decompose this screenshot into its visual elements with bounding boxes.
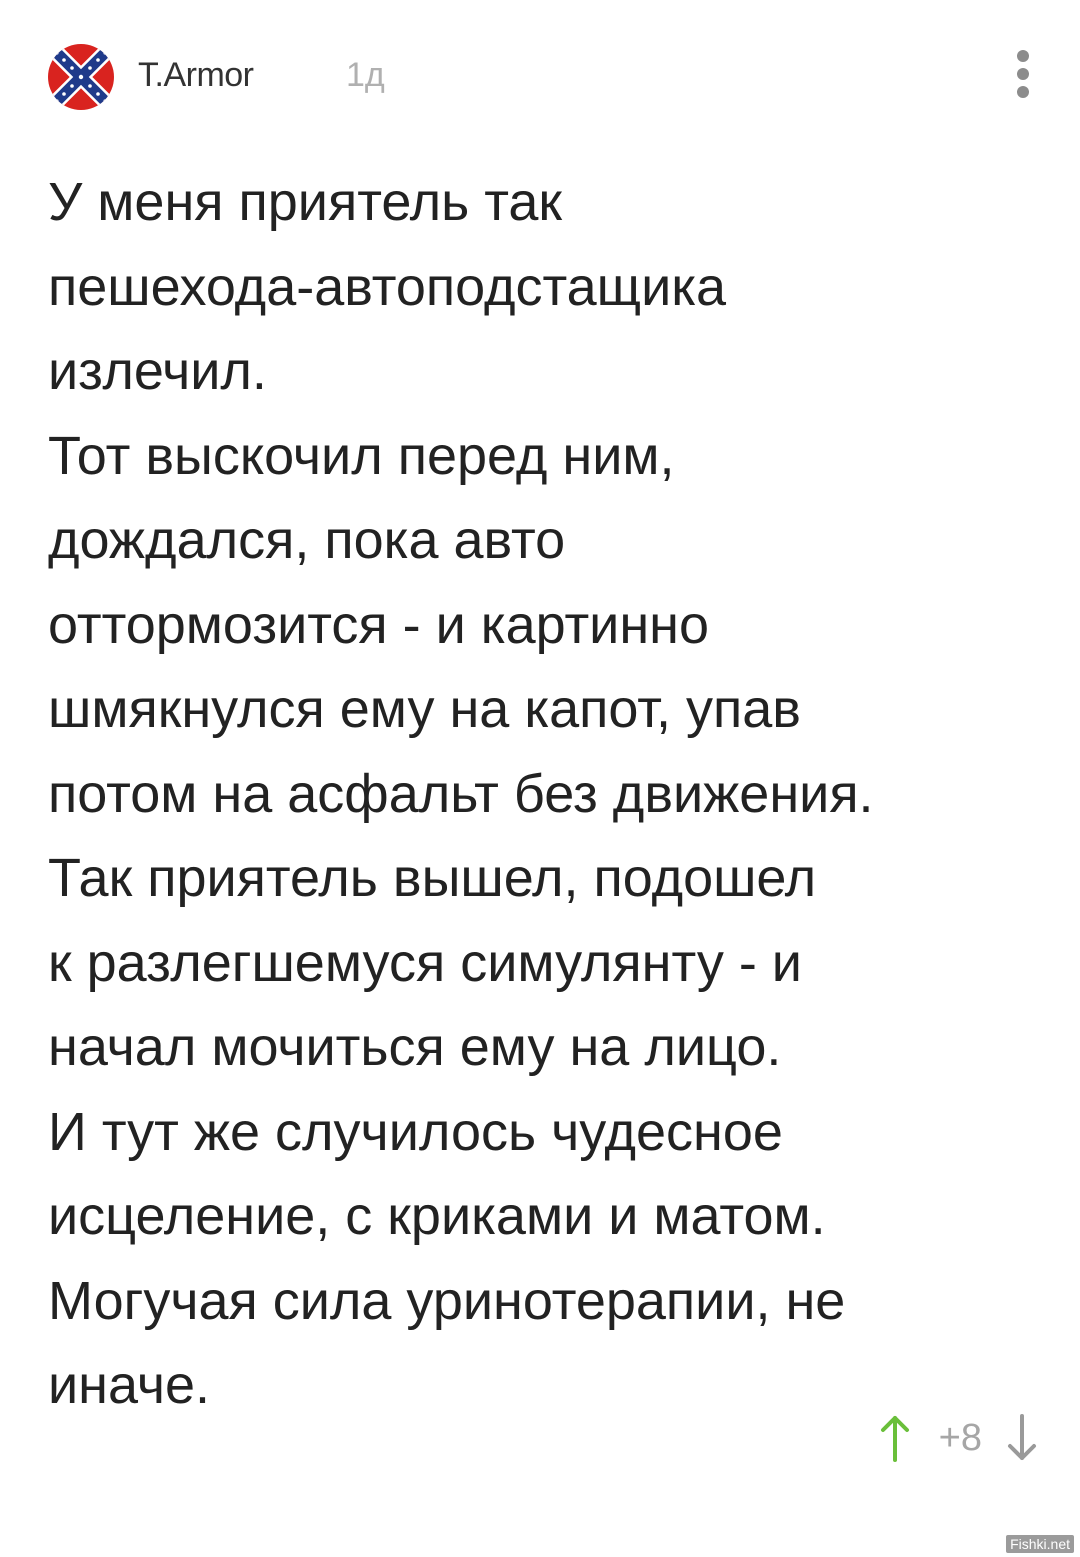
avatar[interactable] <box>48 44 114 110</box>
more-dot-icon <box>1017 68 1029 80</box>
comment-line: пешехода-автоподстащика <box>48 256 727 317</box>
author-name[interactable]: T.Armor <box>138 56 254 94</box>
arrow-up-icon <box>877 1412 913 1464</box>
confederate-flag-icon <box>48 44 114 110</box>
comment-line: дождался, пока авто <box>48 510 566 570</box>
comment-text <box>48 160 1038 1428</box>
comment-line: начал мочиться ему на лицо. <box>48 1017 782 1077</box>
vote-bar <box>877 1410 1040 1466</box>
comment-line: излечил. <box>48 341 267 401</box>
comment-timestamp: 1д <box>346 56 385 94</box>
comment-line: шмякнулся ему на капот, упав <box>48 679 801 739</box>
comment-line: потом на асфальт без движения. <box>48 763 874 824</box>
upvote-button[interactable] <box>877 1412 913 1464</box>
comment-line: оттормозится - и картинно <box>48 594 710 655</box>
comment-line: Могучая сила уринотерапии, не <box>48 1270 846 1331</box>
comment-line: И тут же случилось чудесное <box>48 1101 783 1162</box>
comment-line: к разлегшемуся симулянту - и <box>48 932 802 993</box>
comment-line: иначе. <box>48 1355 210 1415</box>
more-dot-icon <box>1017 86 1029 98</box>
comment-line: исцеление, с криками и матом. <box>48 1186 826 1246</box>
watermark: Fishki.net <box>1006 1535 1074 1553</box>
arrow-down-icon <box>1004 1412 1040 1464</box>
comment-header <box>48 42 1038 114</box>
comment-line: Так приятель вышел, подошел <box>48 848 817 908</box>
comment-line: У меня приятель так <box>48 172 563 232</box>
comment-line: Тот выскочил перед ним, <box>48 425 675 486</box>
downvote-button[interactable] <box>1004 1412 1040 1464</box>
more-dot-icon <box>1017 50 1029 62</box>
vote-score: +8 <box>938 1416 982 1459</box>
more-options-button[interactable] <box>1008 48 1038 100</box>
